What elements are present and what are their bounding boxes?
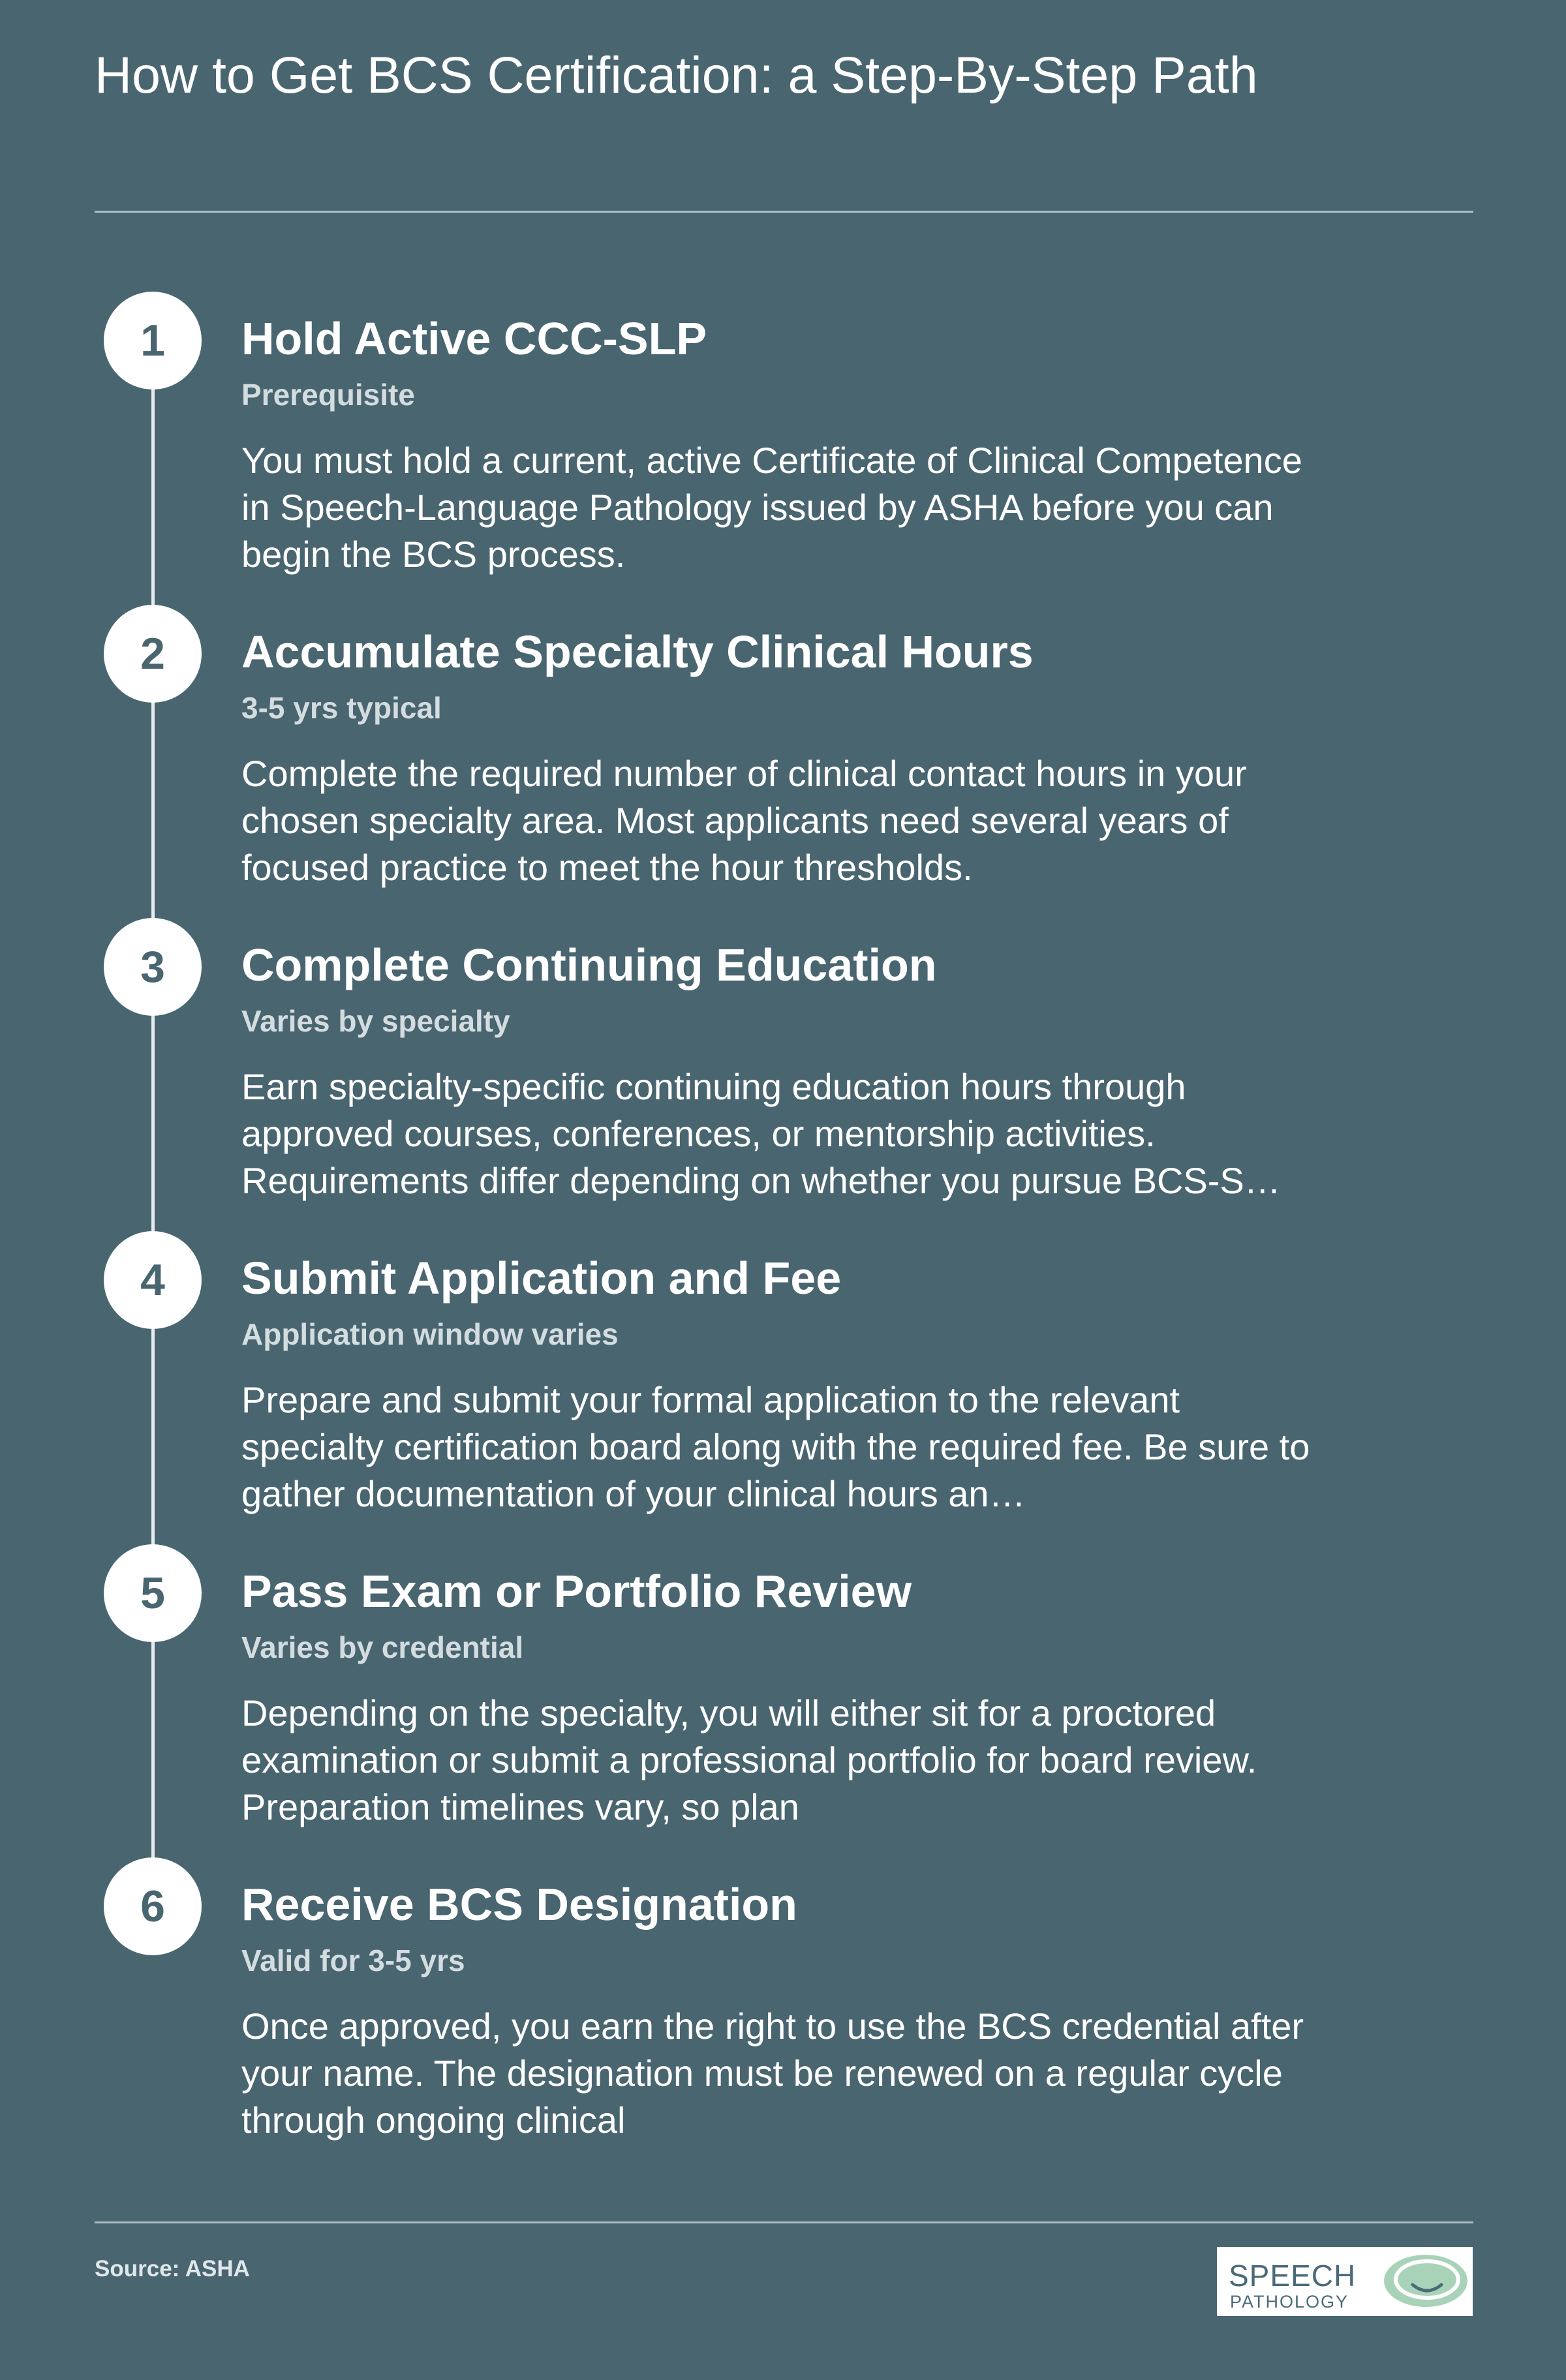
page-title: How to Get BCS Certification: a Step-By-Step Path (95, 46, 1258, 104)
step-number-badge: 4 (104, 1231, 202, 1329)
step-description: Once approved, you earn the right to use the BCS credential after your name. The designation must be renewed on a regular cycle through ongoing clinical (241, 2006, 1304, 2141)
logo-word-pathology: PATHOLOGY (1230, 2292, 1349, 2311)
speech-pathology-logo (1217, 2247, 1473, 2316)
step-6 (0, 1857, 1566, 2171)
step-number-badge: 3 (104, 918, 202, 1016)
source-note: Source: ASHA (95, 2256, 250, 2281)
step-meta: Varies by credential (241, 1630, 524, 1664)
step-title: Hold Active CCC-SLP (241, 313, 707, 364)
step-number-badge: 1 (104, 292, 202, 389)
footer-divider (95, 2221, 1473, 2223)
step-number-badge: 2 (104, 605, 202, 703)
step-5 (0, 1544, 1566, 1857)
step-1 (0, 292, 1566, 605)
step-title: Pass Exam or Portfolio Review (241, 1566, 912, 1617)
step-description: You must hold a current, active Certificate of Clinical Competence in Speech-Language Pathology issued by ASHA before you can begin the BCS process. (241, 440, 1302, 575)
step-2 (0, 605, 1566, 918)
step-description: Prepare and submit your formal application to the relevant specialty certification board along with the required fee. Be sure to gather documentation of your clinical hours an… (241, 1379, 1310, 1514)
step-title: Submit Application and Fee (241, 1253, 842, 1304)
speech-bubble-icon (1379, 2252, 1470, 2312)
step-title: Complete Continuing Education (241, 939, 937, 990)
step-meta: Prerequisite (241, 378, 415, 412)
step-number-badge: 6 (104, 1857, 202, 1955)
step-description: Depending on the specialty, you will either sit for a proctored examination or submit a professional portfolio for board review. Preparation timelines vary, so plan (241, 1692, 1257, 1827)
step-4 (0, 1231, 1566, 1544)
step-title: Receive BCS Designation (241, 1879, 797, 1930)
step-description: Complete the required number of clinical contact hours in your chosen specialty area. Most applicants need several years of focused practice to meet the hour thresholds. (241, 753, 1247, 888)
step-3 (0, 918, 1566, 1231)
step-description: Earn specialty-specific continuing education hours through approved courses, conferences, or mentorship activities. Requirements differ depending on whether you pursue BCS-S… (241, 1066, 1281, 1201)
step-meta: 3-5 yrs typical (241, 691, 442, 725)
step-meta: Application window varies (241, 1317, 619, 1351)
step-number-badge: 5 (104, 1544, 202, 1642)
logo-word-speech: SPEECH (1229, 2259, 1357, 2293)
header-divider (95, 211, 1473, 213)
step-meta: Varies by specialty (241, 1004, 510, 1038)
step-meta: Valid for 3-5 yrs (241, 1944, 465, 1977)
step-title: Accumulate Specialty Clinical Hours (241, 626, 1034, 677)
